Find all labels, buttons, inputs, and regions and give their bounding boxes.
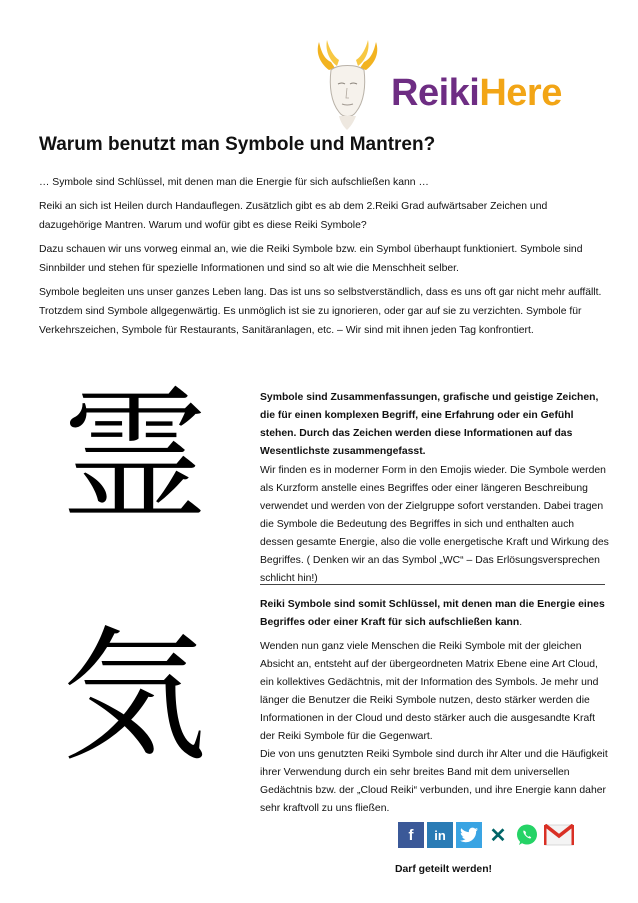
intro-quote: … Symbole sind Schlüssel, mit denen man die Energie für sich aufschließen kann … xyxy=(39,177,429,188)
twitter-bird-glyph xyxy=(460,827,478,843)
facebook-icon[interactable]: f xyxy=(398,822,424,848)
gmail-glyph xyxy=(544,824,574,846)
kanji-rei: 霊 xyxy=(62,373,207,542)
social-icons xyxy=(398,822,575,848)
logo xyxy=(305,38,585,130)
kanji-ki: 気 xyxy=(62,613,207,782)
whatsapp-glyph xyxy=(515,823,539,847)
paragraph-healing: Reiki an sich ist Heilen durch Handauflegen. Zusätzlich gibt es ab dem 2.Reiki Grad aufwärtsaber Zeichen und dazugehörige Mantren. Warum und wofür gibt es diese Reiki Symbole? xyxy=(39,201,548,231)
page-title: Warum benutzt man Symbole und Mantren? xyxy=(39,134,436,155)
key-text: Reiki Symbole sind somit Schlüssel, mit denen man die Energie eines Begriffes oder einer Kraft für sich aufschließen kann xyxy=(260,599,605,628)
age-paragraph: Die von uns genutzten Reiki Symbole sind durch ihr Alter und die Häufigkeit ihrer Verwendung durch ein sehr breites Band mit dem universellen Gedächtnis bzw. der „Cloud Reiki“ verbunden, und ihre Energie kann daher sehr kraftvoll zu uns fließen. xyxy=(260,749,608,814)
face-with-golden-hands-icon xyxy=(305,38,390,130)
emoji-paragraph: Wir finden es in moderner Form in den Emojis wieder. Die Symbole werden als Kurzform anstelle eines Begriffes oder einer längeren Beschreibung verwendet und werden von der Zielgruppe sofort verstanden. Dabei tragen die Symbole die Bedeutung des Begriffes in sich und enthalten auch dessen gesamte Energie, also die volle energetische Kraft und Wirkung des Begriffes. ( Denken wir an das Symbol „WC“ – Das Erlösungsversprechen schlicht hin!) xyxy=(260,465,609,584)
brand-reiki: Reiki xyxy=(391,72,480,114)
divider xyxy=(260,584,605,585)
xing-icon[interactable]: ✕ xyxy=(485,822,511,848)
key-period: . xyxy=(519,617,523,628)
share-note: Darf geteilt werden! xyxy=(395,864,492,875)
brand-here: Here xyxy=(479,72,562,114)
paragraph-symbols-everyday: Symbole begleiten uns unser ganzes Leben lang. Das ist uns so selbstverständlich, dass es uns oft gar nicht mehr auffällt. Trotzdem sind Symbole allgegenwärtig. Es unmöglich ist sie zu ignorieren, oder gar auf sie zu verzichten. Symbole für Verkehrszeichen, Symbole für Restaurants, Sanitäranlagen, etc. – Wir sind mit ihnen jeden Tag konfrontiert. xyxy=(39,287,602,336)
brand-name xyxy=(391,72,562,115)
definition-text: Symbole sind Zusammenfassungen, grafische und geistige Zeichen, die für einen komplexen Begriff, eine Erfahrung oder ein Gefühl stehen. Durch das Zeichen werden diese Informationen auf das Wesentlichste zusammengefasst. xyxy=(260,392,599,457)
whatsapp-icon[interactable] xyxy=(514,822,540,848)
key-paragraph xyxy=(260,596,610,632)
linkedin-icon[interactable]: in xyxy=(427,822,453,848)
cloud-paragraph: Wenden nun ganz viele Menschen die Reiki Symbole mit der gleichen Absicht an, entsteht auf der übergeordneten Matrix Ebene eine Art Cloud, ein kollektives Gedächtnis, mit der Information des Symbols. Je mehr und länger die Benutzer die Reiki Symbole nutzen, desto stärker werden die Informationen in der Cloud und desto stärker auch die ausgesandte Kraft der Reiki Symbole für die Gegenwart. xyxy=(260,641,599,742)
twitter-icon[interactable] xyxy=(456,822,482,848)
paragraph-symbol-function: Dazu schauen wir uns vorweg einmal an, wie die Reiki Symbole bzw. ein Symbol überhaupt funktioniert. Symbole sind Sinnbilder und stehen für spezielle Informationen und sind so alt wie die Menschheit selber. xyxy=(39,244,583,274)
gmail-icon[interactable] xyxy=(543,822,575,848)
